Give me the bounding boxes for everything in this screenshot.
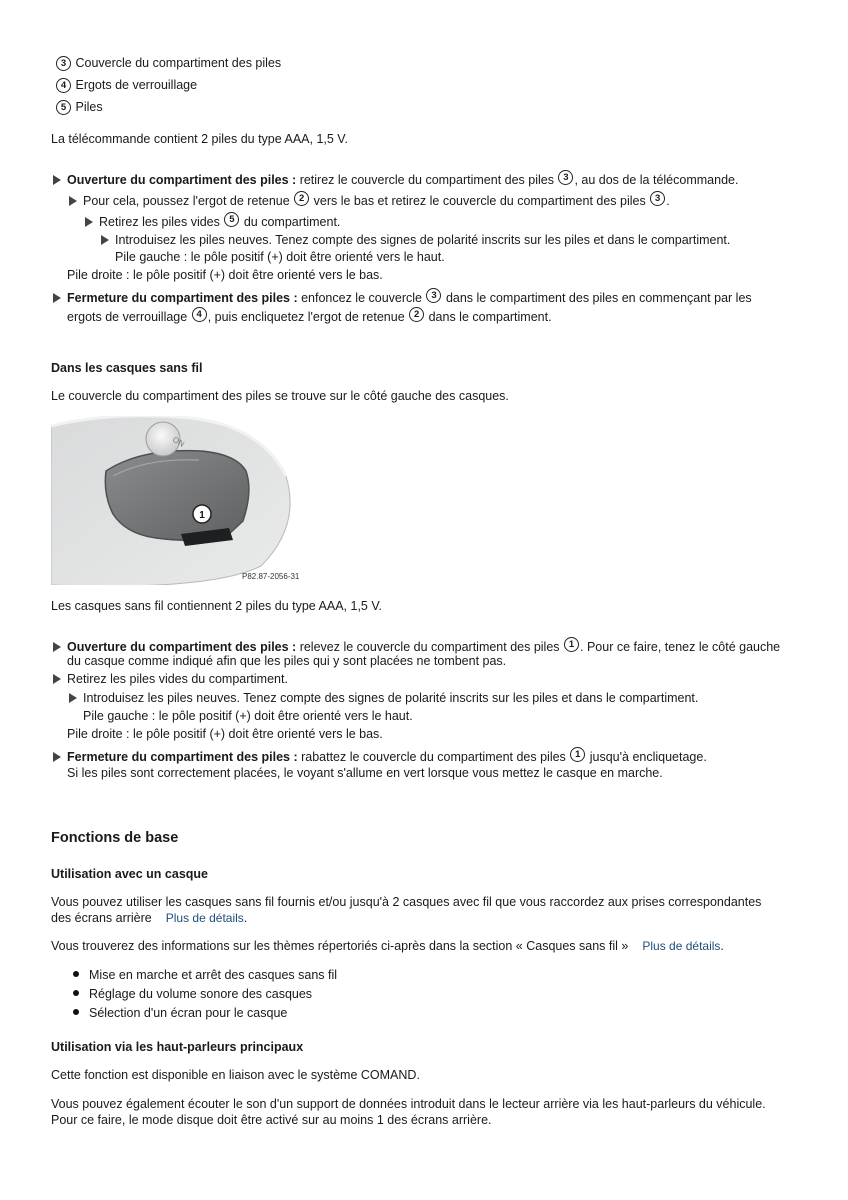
callout-number: 3 [56,56,71,71]
callout-number: 3 [426,288,441,303]
legend-item-4 [55,77,197,93]
legend-item-3 [55,55,281,71]
remote-polarity-right: Pile droite : le pôle positif (+) doit être orienté vers le bas. [67,268,383,282]
remote-close-step: Fermeture du compartiment des piles : enfoncez le couvercle 3 dans le compartiment des piles en commençant par les [53,288,752,306]
arrow-right-icon [53,642,61,652]
callout-number: 4 [192,307,207,322]
headphones-polarity-right: Pile droite : le pôle positif (+) doit être orienté vers le bas. [67,727,383,741]
more-details-link[interactable]: Plus de détails [642,939,721,953]
legend-item-5 [55,99,103,115]
subheading-main-speakers: Utilisation via les haut-parleurs principaux [51,1040,304,1054]
figure-callout-number: 1 [199,510,205,521]
legend-text: Piles [75,100,103,114]
headphones-location-text: Le couvercle du compartiment des piles se trouve sur le côté gauche des casques. [51,389,509,403]
rear-player-text-line2: Pour ce faire, le mode disque doit être activé sur au moins 1 des écrans arrière. [51,1113,492,1127]
callout-number: 1 [564,637,579,652]
headphones-remove-step: Retirez les piles vides du compartiment. [53,671,288,687]
headphone-battery-figure [51,416,301,585]
rear-player-text: Vous pouvez également écouter le son d'un support de données introduit dans le lecteur arrière via les haut-parleurs du véhicule. [51,1097,766,1111]
bullet-icon [73,1009,79,1015]
arrow-right-icon [69,693,77,703]
headphones-close-step-line2: Si les piles sont correctement placées, le voyant s'allume en vert lorsque vous mettez le casque en marche. [67,766,663,780]
arrow-right-icon [53,752,61,762]
arrow-right-icon [53,293,61,303]
remote-substep-1: Pour cela, poussez l'ergot de retenue 2 vers le bas et retirez le couvercle du compartiment des piles 3 . [69,191,670,209]
arrow-right-icon [53,674,61,684]
arrow-right-icon [85,217,93,227]
remote-close-step-line2: ergots de verrouillage 4 , puis encliquetez l'ergot de retenue 2 dans le compartiment. [67,309,552,324]
list-item: Réglage du volume sonore des casques [73,986,312,1002]
callout-number: 2 [409,307,424,322]
figure-caption: P82.87-2056-31 [242,572,300,581]
callout-number: 1 [570,747,585,762]
headset-use-text-line2: des écrans arrière Plus de détails. [51,911,248,925]
remote-open-step: Ouverture du compartiment des piles : retirez le couvercle du compartiment des piles 3 , au dos de la télécommande. [53,170,738,188]
headphones-open-step: Ouverture du compartiment des piles : relevez le couvercle du compartiment des piles 1 . Pour ce faire, tenez le côté gauche [53,637,780,655]
more-details-link[interactable]: Plus de détails [165,911,244,925]
headphones-battery-info: Les casques sans fil contiennent 2 piles du type AAA, 1,5 V. [51,599,383,613]
comand-availability-text: Cette fonction est disponible en liaison avec le système COMAND. [51,1068,420,1082]
bullet-icon [73,971,79,977]
callout-number: 3 [558,170,573,185]
headphones-close-step: Fermeture du compartiment des piles : rabattez le couvercle du compartiment des piles 1 jusqu'à encliquetage. [53,747,707,765]
remote-substep-3: Introduisez les piles neuves. Tenez compte des signes de polarité inscrits sur les piles et dans le compartiment. [101,232,730,248]
legend-text: Couvercle du compartiment des piles [75,56,282,70]
list-item: Sélection d'un écran pour le casque [73,1005,287,1021]
headphones-insert-step: Introduisez les piles neuves. Tenez compte des signes de polarité inscrits sur les piles et dans le compartiment. [69,690,698,706]
headphone-illustration [51,416,301,585]
on-button-label: ON [171,434,186,449]
remote-substep-2: Retirez les piles vides 5 du compartiment. [85,212,340,230]
callout-number: 5 [56,100,71,115]
callout-number: 4 [56,78,71,93]
headphones-polarity-left: Pile gauche : le pôle positif (+) doit être orienté vers le haut. [83,709,413,723]
callout-number: 2 [294,191,309,206]
bullet-icon [73,990,79,996]
remote-polarity-left: Pile gauche : le pôle positif (+) doit être orienté vers le haut. [115,250,445,264]
wireless-topics-text: Vous trouverez des informations sur les thèmes répertoriés ci-après dans la section « Casques sans fil » Plus de détails. [51,939,724,953]
headset-use-text: Vous pouvez utiliser les casques sans fil fournis et/ou jusqu'à 2 casques avec fil que vous raccordez aux prises correspondantes [51,895,762,909]
subheading-headset-use: Utilisation avec un casque [51,867,208,881]
callout-number: 3 [650,191,665,206]
section-heading-headphones: Dans les casques sans fil [51,361,203,375]
arrow-right-icon [53,175,61,185]
headphones-open-step-line2: du casque comme indiqué afin que les piles qui y sont placées ne tombent pas. [67,654,507,668]
arrow-right-icon [69,196,77,206]
section-heading-basics: Fonctions de base [51,830,179,846]
remote-battery-info: La télécommande contient 2 piles du type AAA, 1,5 V. [51,132,348,146]
arrow-right-icon [101,235,109,245]
list-item: Mise en marche et arrêt des casques sans fil [73,967,337,983]
legend-text: Ergots de verrouillage [75,78,198,92]
callout-number: 5 [224,212,239,227]
